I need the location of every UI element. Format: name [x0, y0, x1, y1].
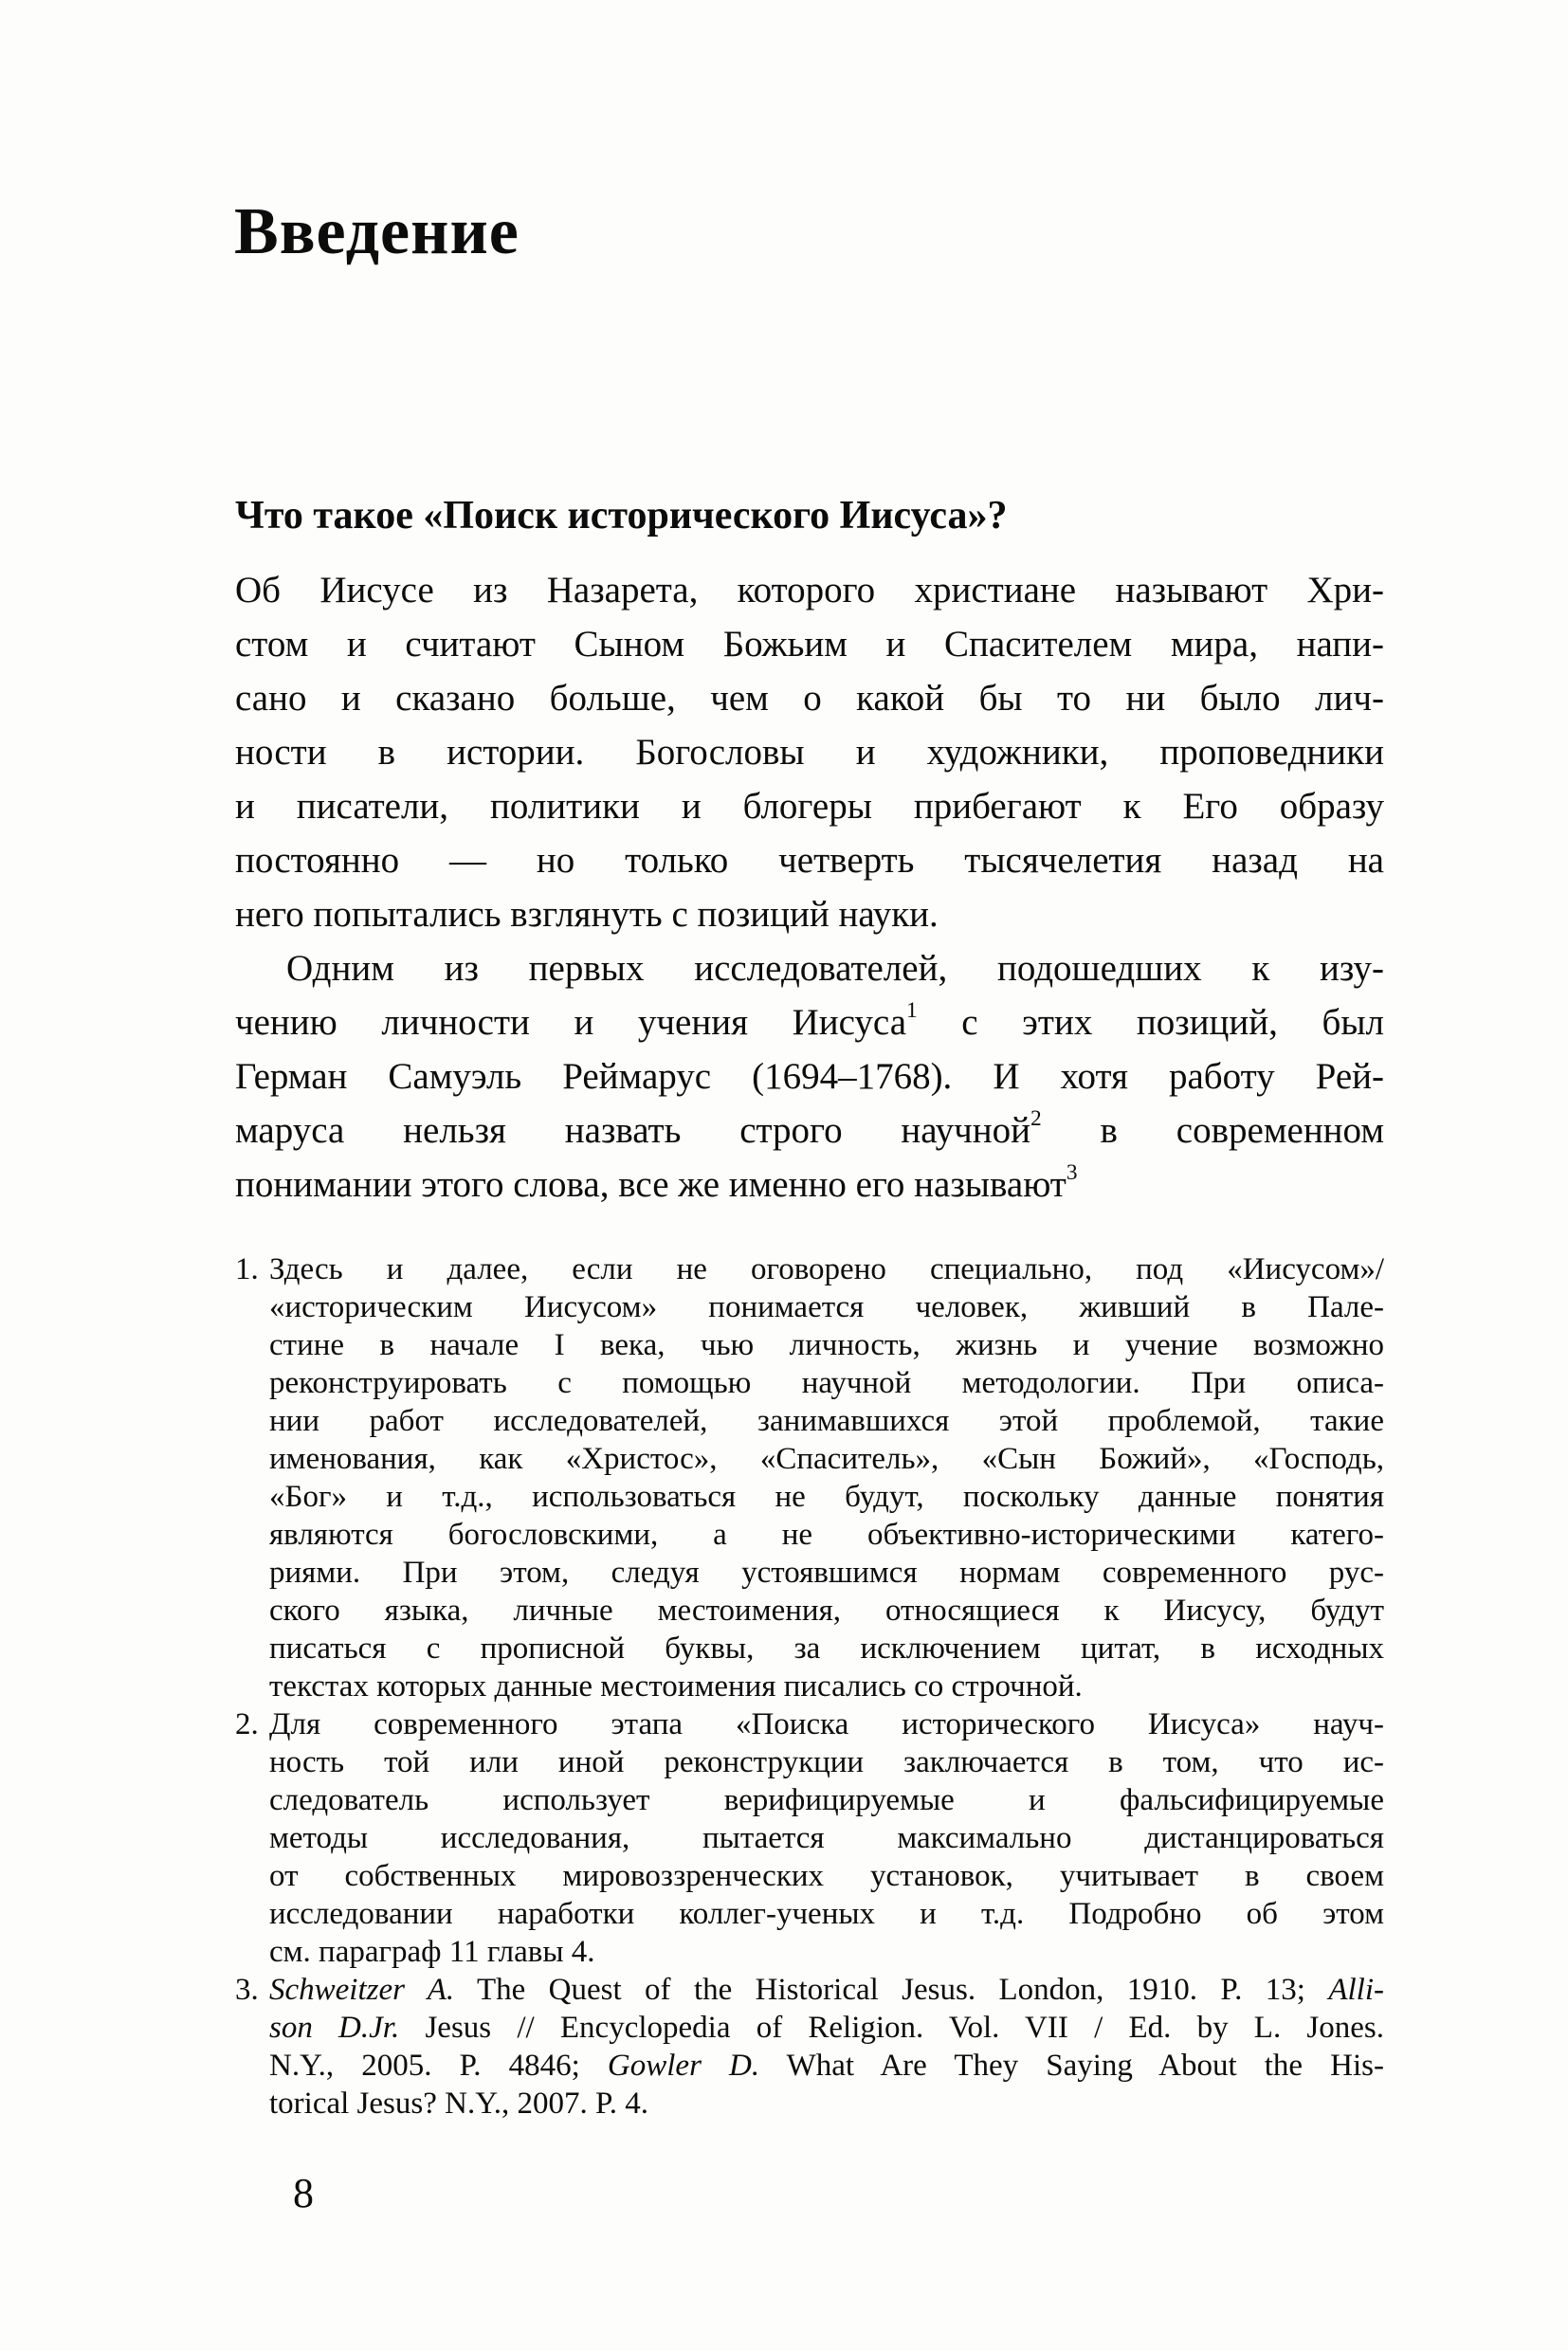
text-segment: son D.Jr.: [269, 2011, 400, 2045]
text-line: [269, 1819, 1384, 1857]
footnote-text: [269, 1705, 1384, 1971]
footnote-marker: 3.: [235, 1973, 259, 2007]
text-segment: What Are They Saying About the His-: [759, 2049, 1385, 2083]
text-segment: N.Y., 2005. P. 4846;: [269, 2049, 608, 2083]
text-segment: Об Иисусе из Назарета, которого христиане называют Хри-: [235, 570, 1384, 611]
text-line: [269, 2009, 1384, 2047]
text-line: [269, 1326, 1384, 1364]
footnote-text: [269, 1250, 1384, 1705]
text-segment: стом и считают Сыном Божьим и Спасителем мира, напи-: [235, 624, 1384, 665]
footnote-item: [235, 1705, 1384, 1971]
text-line: [269, 1971, 1384, 2009]
text-line: [235, 671, 1384, 725]
footnotes: [235, 1250, 1384, 2123]
text-segment: «Бог» и т.д., использоваться не будут, поскольку данные понятия: [269, 1480, 1384, 1514]
text-segment: Одним из первых исследователей, подошедших к изу-: [286, 948, 1384, 989]
text-line: [269, 1478, 1384, 1516]
page-number: 8: [293, 2170, 314, 2216]
text-segment: сано и сказано больше, чем о какой бы то ни было лич-: [235, 678, 1384, 719]
text-segment: следователь использует верифицируемые и фальсифицируемые: [269, 1783, 1384, 1817]
text-segment: от собственных мировоззренческих установок, учитывает в своем: [269, 1859, 1384, 1893]
text-segment: текстах которых данные местоимения писались со строчной.: [269, 1669, 1083, 1704]
text-segment: «историческим Иисусом» понимается человек, живший в Пале-: [269, 1290, 1384, 1324]
text-segment: Здесь и далее, если не оговорено специально, под «Иисусом»/: [269, 1252, 1384, 1286]
text-line: [235, 995, 1384, 1049]
text-segment: ского языка, личные местоимения, относящиеся к Иисусу, будут: [269, 1594, 1384, 1628]
text-segment: риями. При этом, следуя устоявшимся нормам современного рус-: [269, 1556, 1384, 1590]
text-segment: Schweitzer A.: [269, 1973, 455, 2007]
paragraph-2: [235, 941, 1384, 1212]
text-line: [269, 1933, 1384, 1971]
text-line: [235, 1049, 1384, 1103]
footnote-ref: 3: [1066, 1159, 1078, 1185]
text-segment: методы исследования, пытается максимально дистанцироваться: [269, 1821, 1384, 1855]
text-line: [269, 1516, 1384, 1554]
text-segment: него попытались взглянуть с позиций науки.: [235, 894, 939, 935]
text-segment: нии работ исследователей, занимавшихся этой проблемой, такие: [269, 1404, 1384, 1438]
text-line: [235, 725, 1384, 779]
footnote-item: [235, 1250, 1384, 1705]
text-line: [269, 1857, 1384, 1895]
text-segment: именования, как «Христос», «Спаситель», «Сын Божий», «Господь,: [269, 1442, 1384, 1476]
text-line: [269, 1668, 1384, 1705]
text-segment: реконструировать с помощью научной методологии. При описа-: [269, 1366, 1384, 1400]
text-line: [269, 1554, 1384, 1592]
text-line: [269, 1630, 1384, 1668]
text-segment: The Quest of the Historical Jesus. London, 1910. P. 13;: [454, 1973, 1329, 2007]
text-line: [235, 887, 1384, 941]
footnote-item: [235, 1971, 1384, 2123]
footnote-marker: 2.: [235, 1707, 259, 1741]
text-line: [235, 779, 1384, 833]
text-line: [235, 617, 1384, 671]
text-segment: с этих позиций, был: [917, 1002, 1384, 1043]
paragraph-1: [235, 563, 1384, 941]
footnote-ref: 1: [906, 997, 918, 1023]
section-heading: Что такое «Поиск исторического Иисуса»?: [235, 494, 1008, 538]
text-segment: чению личности и учения Иисуса: [235, 1002, 907, 1043]
text-segment: исследовании наработки коллег-ученых и т.д. Подробно об этом: [269, 1897, 1384, 1931]
text-segment: torical Jesus? N.Y., 2007. P. 4.: [269, 2087, 648, 2121]
text-line: [269, 1781, 1384, 1819]
text-line: [269, 1440, 1384, 1478]
body-text: [235, 563, 1384, 1212]
text-segment: являются богословскими, а не объективно-историческими катего-: [269, 1518, 1384, 1552]
text-line: [235, 833, 1384, 887]
text-segment: Герман Самуэль Реймарус (1694–1768). И хотя работу Рей-: [235, 1056, 1384, 1097]
footnote-ref: 2: [1030, 1105, 1042, 1131]
chapter-title: Введение: [234, 195, 520, 268]
text-segment: Alli-: [1328, 1973, 1384, 2007]
text-segment: постоянно — но только четверть тысячелетия назад на: [235, 840, 1384, 881]
text-line: [269, 1895, 1384, 1933]
text-segment: Jesus // Encyclopedia of Religion. Vol. VII / Ed. by L. Jones.: [399, 2011, 1384, 2045]
text-line: [269, 1402, 1384, 1440]
text-segment: понимании этого слова, все же именно его называют: [235, 1164, 1067, 1205]
text-segment: маруса нельзя назвать строго научной: [235, 1110, 1030, 1151]
text-segment: ность той или иной реконструкции заключается в том, что ис-: [269, 1745, 1384, 1779]
text-line: [235, 1157, 1384, 1212]
text-line: [235, 563, 1384, 617]
text-line: [269, 1705, 1384, 1743]
text-line: [269, 2047, 1384, 2085]
text-line: [269, 1592, 1384, 1630]
footnote-text: [269, 1971, 1384, 2123]
text-line: [269, 1743, 1384, 1781]
text-segment: Для современного этапа «Поиска исторического Иисуса» науч-: [269, 1707, 1384, 1741]
text-line: [269, 2085, 1384, 2123]
text-segment: ности в истории. Богословы и художники, проповедники: [235, 732, 1384, 773]
text-segment: в современном: [1041, 1110, 1384, 1151]
text-segment: и писатели, политики и блогеры прибегают к Его образу: [235, 786, 1384, 827]
text-line: [269, 1288, 1384, 1326]
text-segment: см. параграф 11 главы 4.: [269, 1935, 595, 1969]
text-segment: стине в начале I века, чью личность, жизнь и учение возможно: [269, 1328, 1384, 1362]
text-segment: Gowler D.: [607, 2049, 760, 2083]
text-line: [235, 941, 1384, 995]
footnote-marker: 1.: [235, 1252, 259, 1286]
text-segment: писаться с прописной буквы, за исключением цитат, в исходных: [269, 1631, 1384, 1666]
text-line: [235, 1103, 1384, 1157]
text-line: [269, 1250, 1384, 1288]
text-line: [269, 1364, 1384, 1402]
